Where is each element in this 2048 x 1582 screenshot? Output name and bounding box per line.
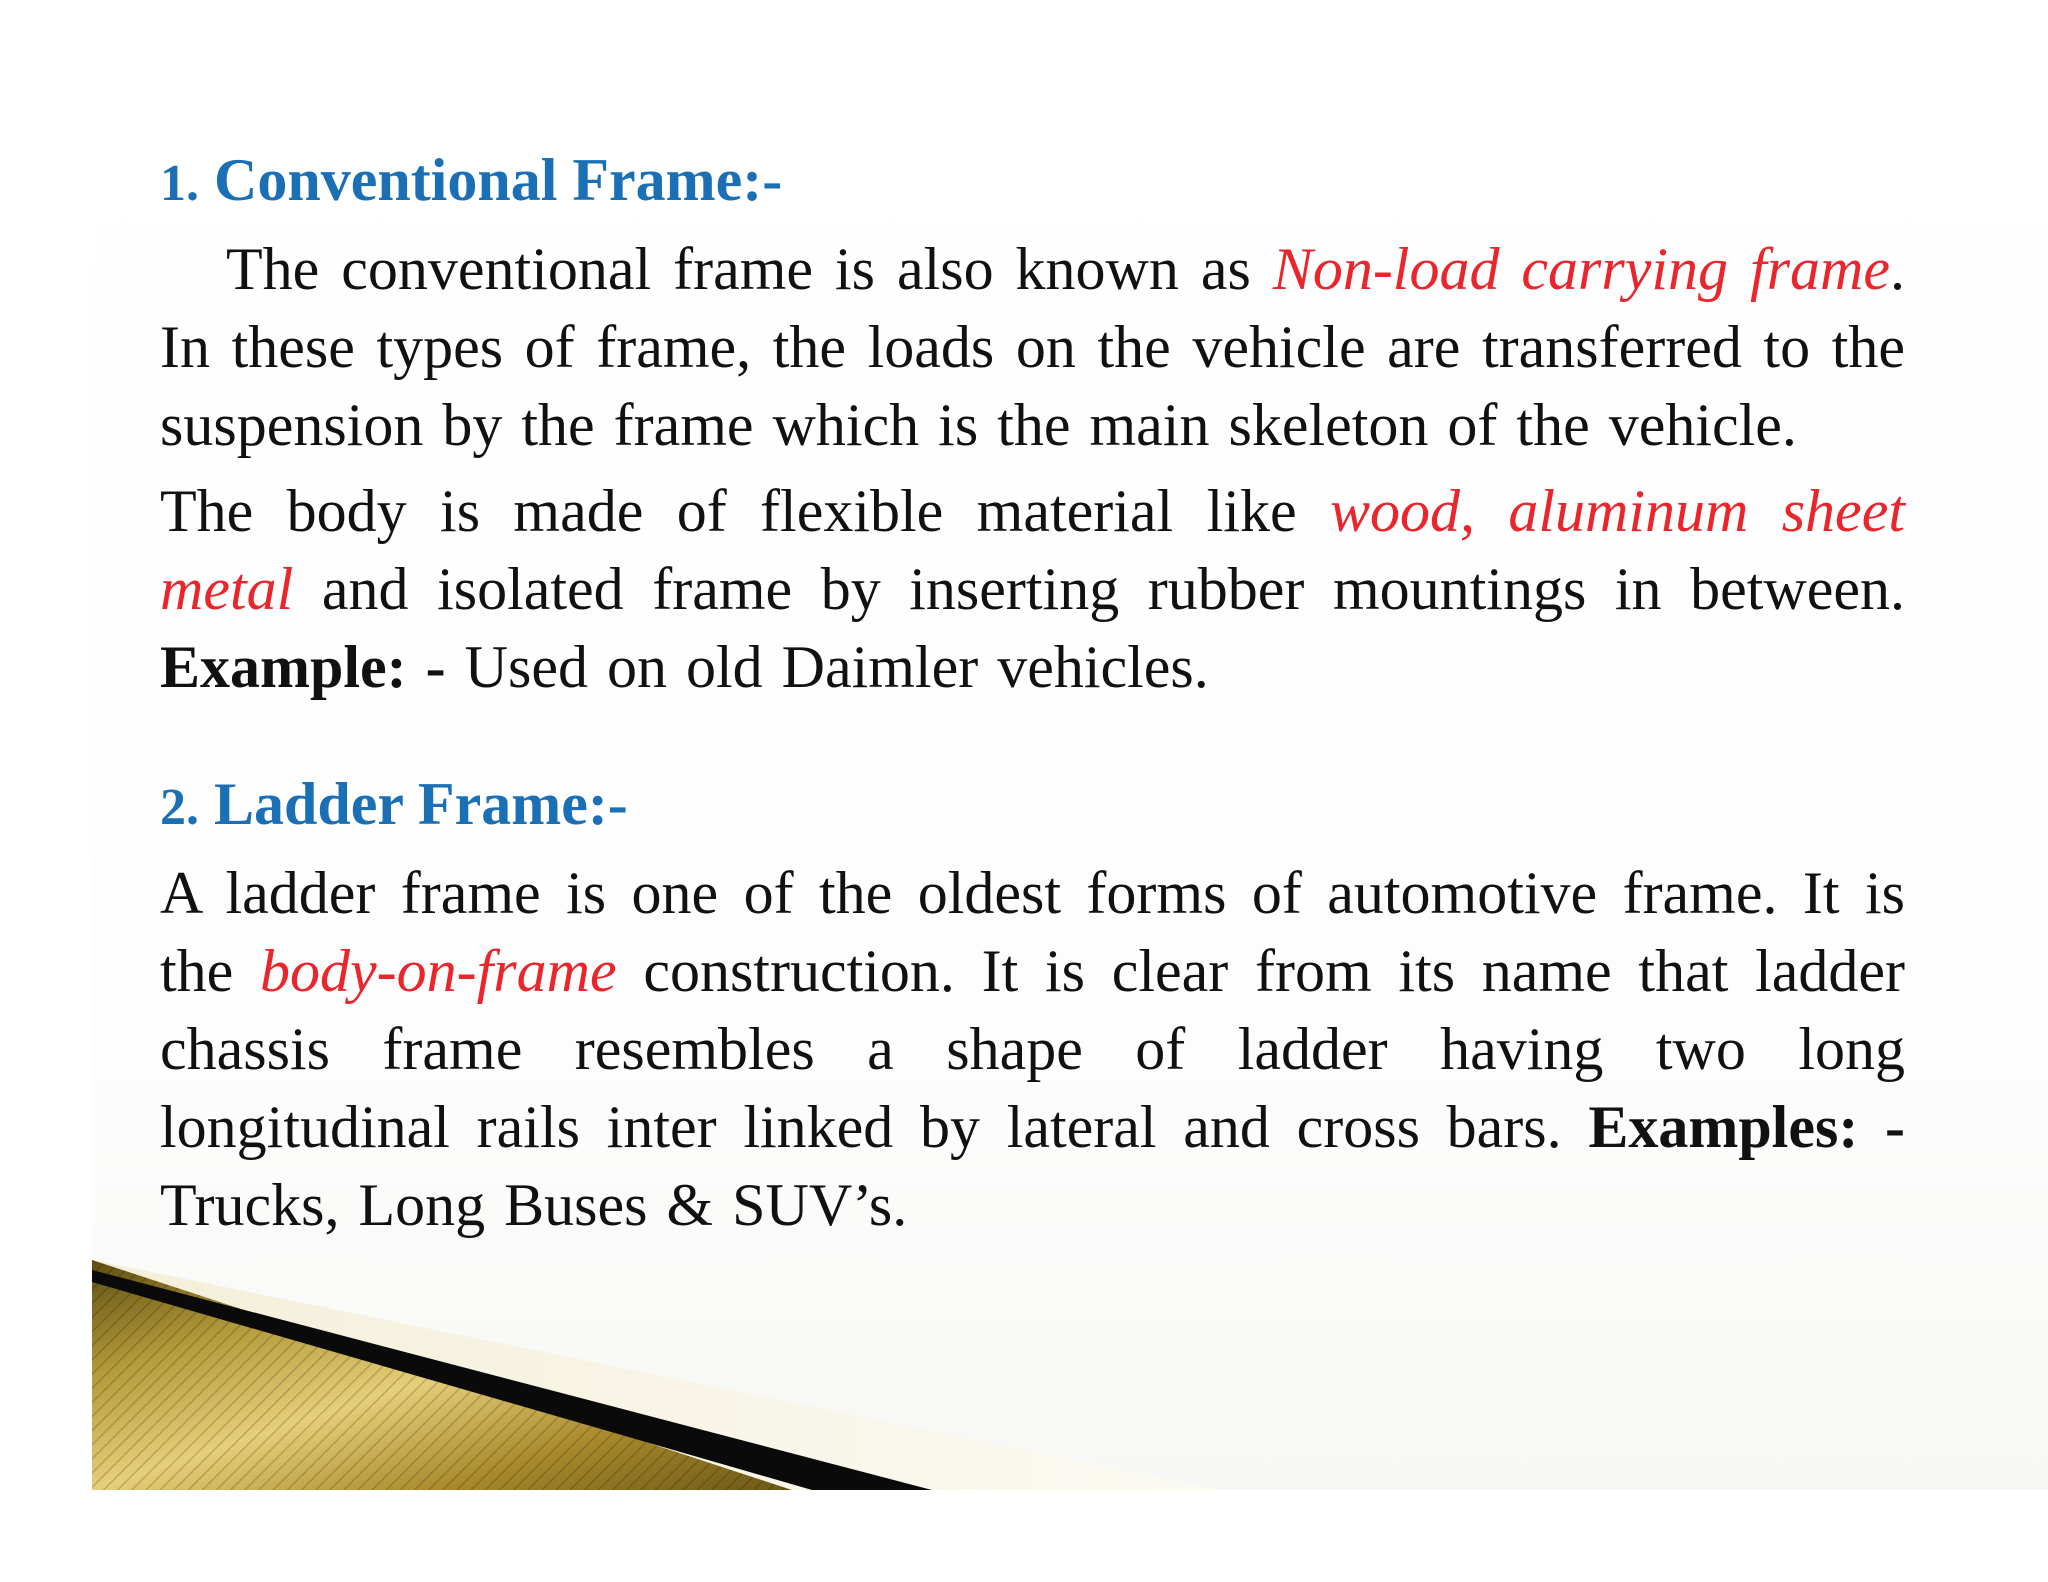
section-1-para-1-text-a: The conventional frame is also known as (226, 236, 1273, 302)
section-1-para-2-text-a: The body is made of flexible material like (160, 478, 1330, 544)
section-1-example-label: Example: - (160, 634, 446, 700)
section-spacer (160, 706, 1905, 764)
section-1-example-text: Used on old Daimler vehicles. (445, 634, 1209, 700)
slide-content (160, 140, 1905, 1244)
section-2-para-1-highlight: body-on-frame (260, 938, 617, 1004)
section-1-para-1-text-b: . In these types of frame, the loads on the vehicle are transferred to the suspension by the frame which is the main skeleton of the vehicle. (160, 236, 1906, 458)
section-2-para-1-text-b: construction. It is clear from its name that ladder chassis frame resembles a shape of ladder having two long longitudinal rails inter linked by lateral and cross bars. (160, 938, 1905, 1160)
section-1-para-2-highlight: wood, aluminum sheet metal (160, 478, 1905, 622)
gold-ribbon-decoration (92, 1260, 1222, 1490)
section-1-paragraph-1 (160, 230, 1905, 464)
section-2-paragraph-1 (160, 854, 1905, 1244)
section-1-paragraph-2 (160, 472, 1905, 706)
section-2-heading (160, 764, 1905, 848)
section-1-para-1-highlight: Non-load carrying frame (1272, 236, 1891, 302)
section-2-para-1-text-a: A ladder frame is one of the oldest forms of automotive frame. It is the (160, 860, 1905, 1004)
section-1-number: 1. (160, 155, 199, 212)
section-1-heading (160, 140, 1905, 224)
section-1-title: Conventional Frame:- (214, 147, 783, 213)
section-2-example-label: Examples: - (1588, 1094, 1905, 1160)
section-2-number: 2. (160, 779, 199, 836)
section-2-title: Ladder Frame:- (214, 771, 628, 837)
section-1-para-2-text-b: and isolated frame by inserting rubber mountings in between. (293, 556, 1905, 622)
section-2-example-text: Trucks, Long Buses & SUV’s. (160, 1172, 908, 1238)
